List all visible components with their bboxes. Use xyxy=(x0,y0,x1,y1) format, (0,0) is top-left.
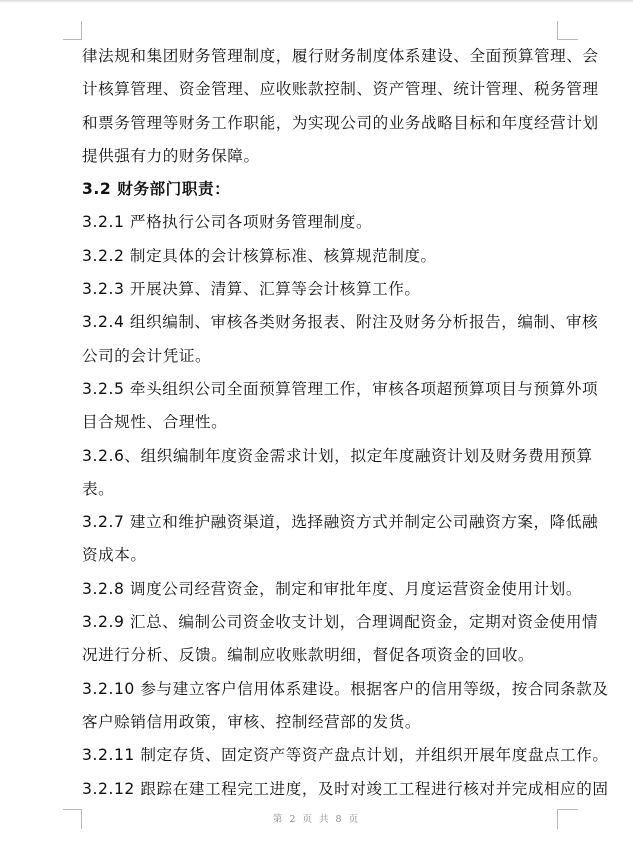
list-item-3-2-5-cont: 目合规性、合理性。 xyxy=(82,413,228,432)
margin-corner-mark-top-right xyxy=(557,21,578,40)
document-body[interactable] xyxy=(82,40,609,806)
list-item-3-2-9: 3.2.9 汇总、编制公司资金收支计划，合理调配资金，定期对资金使用情 xyxy=(82,613,599,632)
list-item-3-2-10-cont: 客户赊销信用政策，审核、控制经营部的发货。 xyxy=(82,712,422,731)
list-item-3-2-9-cont: 况进行分析、反馈。编制应收账款明细，督促各项资金的回收。 xyxy=(82,646,535,665)
list-item-3-2-4: 3.2.4 组织编制、审核各类财务报表、附注及财务分析报告，编制、审核 xyxy=(82,313,599,332)
list-item-3-2-6: 3.2.6、组织编制年度资金需求计划，拟定年度融资计划及财务费用预算 xyxy=(82,446,593,465)
margin-corner-mark-top-left xyxy=(63,21,82,40)
list-item-3-2-11: 3.2.11 制定存货、固定资产等资产盘点计划，并组织开展年度盘点工作。 xyxy=(82,746,609,765)
paragraph-line: 和票务管理等财务工作职能，为实现公司的业务战略目标和年度经营计划 xyxy=(82,113,599,132)
list-item-3-2-12: 3.2.12 跟踪在建工程完工进度，及时对竣工工程进行核对并完成相应的固 xyxy=(82,779,609,798)
list-item-3-2-7: 3.2.7 建立和维护融资渠道，选择融资方式并制定公司融资方案，降低融 xyxy=(82,513,599,532)
list-item-3-2-2: 3.2.2 制定具体的会计核算标准、核算规范制度。 xyxy=(82,246,437,265)
list-item-3-2-6-cont: 表。 xyxy=(82,479,115,498)
list-item-3-2-1: 3.2.1 严格执行公司各项财务管理制度。 xyxy=(82,213,373,232)
paragraph-line: 计核算管理、资金管理、应收账款控制、资产管理、统计管理、税务管理 xyxy=(82,80,599,99)
page-top-edge xyxy=(0,0,633,3)
page-number-footer: 第 2 页 共 8 页 xyxy=(272,814,361,825)
list-item-3-2-5: 3.2.5 牵头组织公司全面预算管理工作，审核各项超预算项目与预算外项 xyxy=(82,379,599,398)
section-heading: 3.2 财务部门职责： xyxy=(82,180,231,199)
list-item-3-2-10: 3.2.10 参与建立客户信用体系建设。根据客户的信用等级，按合同条款及 xyxy=(82,679,609,698)
paragraph-line: 提供强有力的财务保障。 xyxy=(82,146,260,165)
list-item-3-2-3: 3.2.3 开展决算、清算、汇算等会计核算工作。 xyxy=(82,280,421,299)
list-item-3-2-8: 3.2.8 调度公司经营资金，制定和审批年度、月度运营资金使用计划。 xyxy=(82,579,582,598)
list-item-3-2-7-cont: 资成本。 xyxy=(82,546,147,565)
list-item-3-2-4-cont: 公司的会计凭证。 xyxy=(82,346,212,365)
paragraph-line: 律法规和集团财务管理制度，履行财务制度体系建设、全面预算管理、会 xyxy=(82,47,599,65)
